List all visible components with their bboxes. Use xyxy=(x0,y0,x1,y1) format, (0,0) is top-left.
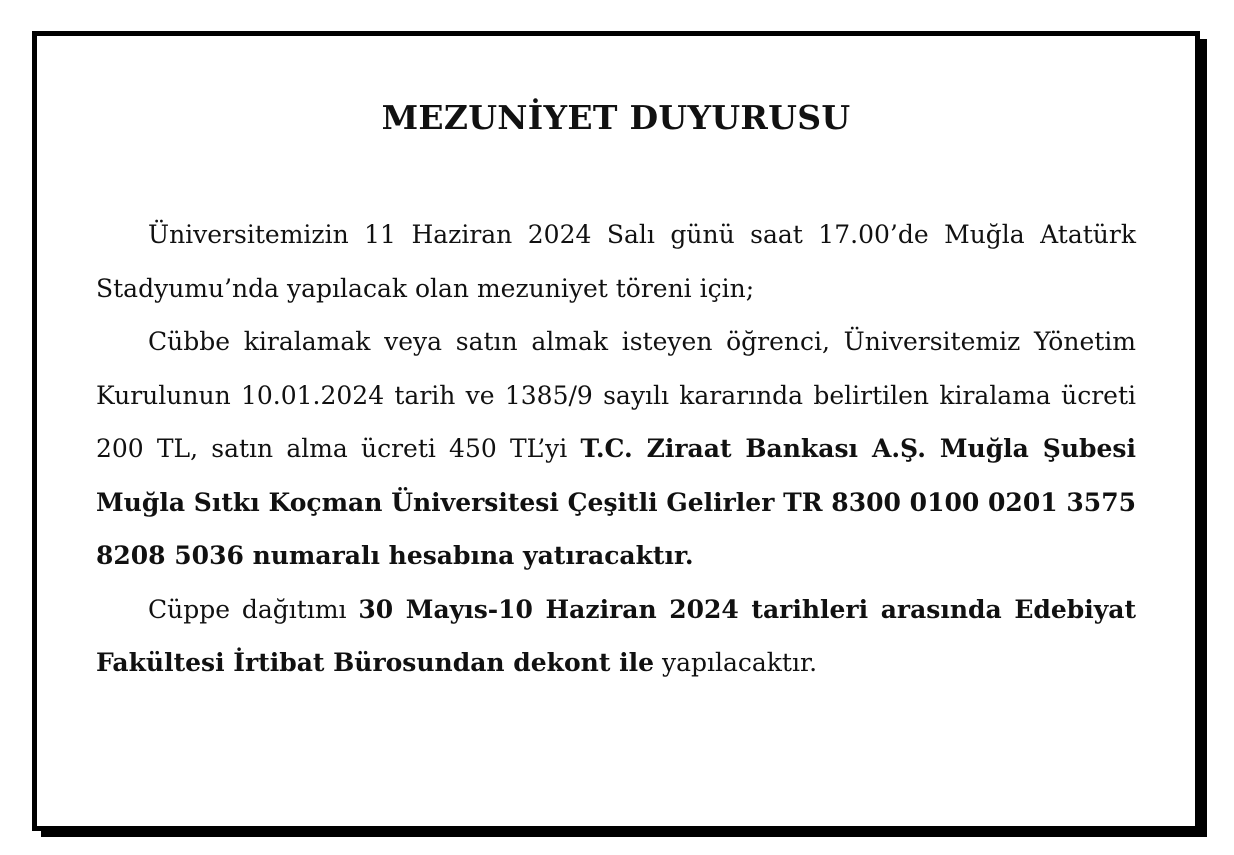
paragraph-gown-distribution xyxy=(96,583,1136,690)
paragraph-ceremony-info: Üniversitemizin 11 Haziran 2024 Salı günü saat 17.00’de Muğla Atatürk Stadyumu’nda yapılacak olan mezuniyet töreni için; xyxy=(96,220,1136,303)
payment-instructions: Cübbe kiralamak veya satın almak isteyen öğrenci, Üniversitemiz Yönetim Kurulunun 10.01.2024 tarih ve 1385/9 sayılı kararında belirtilen kiralama ücreti 200 TL, satın alma ücreti 450 TL’yi xyxy=(96,327,1136,463)
distribution-outro: yapılacaktır. xyxy=(654,648,818,677)
bank-account-details: T.C. Ziraat Bankası A.Ş. Muğla Şubesi Muğla Sıtkı Koçman Üniversitesi Çeşitli Gelirler TR 8300 0100 0201 3575 8208 5036 numaralı hesabına yatıracaktır. xyxy=(96,434,1136,570)
announcement-frame xyxy=(32,31,1200,831)
distribution-intro: Cüppe dağıtımı xyxy=(148,594,359,624)
paragraph-gown-payment xyxy=(96,315,1136,583)
announcement-body xyxy=(96,208,1136,690)
distribution-dates-location: 30 Mayıs-10 Haziran 2024 tarihleri arasında Edebiyat Fakültesi İrtibat Bürosundan dekont ile xyxy=(96,594,1137,677)
announcement-title: MEZUNİYET DUYURUSU xyxy=(381,98,851,137)
